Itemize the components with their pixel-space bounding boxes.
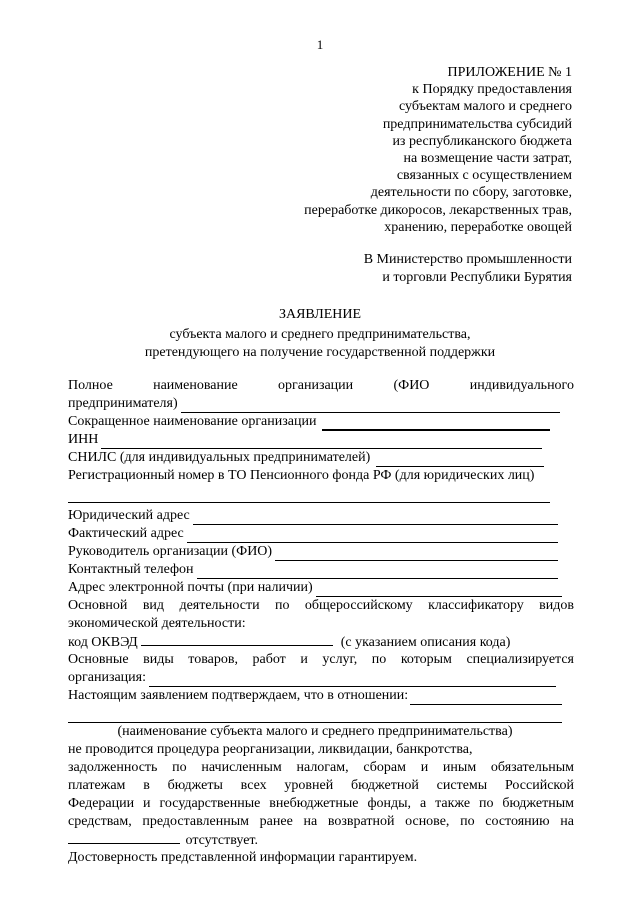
appendix-line: субъектам малого и среднего [399,99,572,115]
actual-address-label: Фактический адрес [68,526,184,541]
statement-text: не проводится процедура реорганизации, ликвидации, банкротства, [68,742,473,757]
legal-address-field[interactable] [193,512,558,525]
statement-text: платежам в бюджеты всех уровней бюджетной системы Российской [68,778,574,793]
statement-text: отсутствует. [185,833,258,848]
okved-code-label: код ОКВЭД [68,635,138,650]
statement-text: задолженность по начисленным налогам, сборам и иным обязательным [68,760,574,775]
goods-text: Основные виды товаров, работ и услуг, по которым специализируется [68,652,574,667]
legal-address-label: Юридический адрес [68,508,190,523]
head-row [68,543,558,561]
addressee-block [364,251,572,287]
full-name-cont-label: предпринимателя) [68,396,178,411]
subject-row [68,705,562,723]
date-row [68,831,574,849]
snils-field[interactable] [376,454,544,467]
legal-address-row [68,507,558,525]
addressee-line: и торговли Республики Бурятия [382,270,572,285]
goods-label: организация: [68,670,146,685]
snils-label: СНИЛС (для индивидуальных предпринимателей) [68,450,371,465]
application-form [68,377,574,867]
actual-address-row [68,525,558,543]
page-number: 1 [316,37,324,52]
okved-code-row [68,633,574,651]
short-name-row [68,413,550,431]
full-name-label: Полное наименование организации (ФИО индивидуального [68,378,574,393]
snils-row [68,449,544,467]
confirm-label: Настоящим заявлением подтверждаем, что в отношении: [68,688,409,703]
email-row [68,579,562,597]
appendix-line: на возмещение части затрат, [403,151,572,167]
email-field[interactable] [316,584,562,597]
confirm-row [68,687,562,705]
document-title [0,306,640,362]
phone-row [68,561,558,579]
appendix-header [304,64,572,236]
appendix-line: деятельности по сбору, заготовке, [370,185,572,201]
appendix-line: связанных с осуществлением [396,168,572,184]
statement-text: средствам, предоставленным ранее на возвратной основе, по состоянию на [68,814,574,829]
appendix-line: из республиканского бюджета [392,133,572,149]
inn-label: ИНН [68,432,99,447]
addressee-line: В Министерство промышленности [363,252,572,267]
goods-row [68,669,556,687]
date-field[interactable] [68,831,180,844]
phone-label: Контактный телефон [68,562,194,577]
title-subtitle: претендующего на получение государственной поддержки [144,345,496,360]
title-heading: ЗАЯВЛЕНИЕ [278,307,362,322]
inn-row [68,431,542,449]
appendix-line: ПРИЛОЖЕНИЕ № 1 [447,65,572,80]
full-name-field[interactable] [181,400,560,413]
subject-field-cont[interactable] [68,710,562,723]
reg-number-row [68,485,550,503]
okved-text: Основной вид деятельности по общероссийскому классификатору видов [68,598,574,613]
appendix-line: хранению, переработке овощей [384,219,572,235]
appendix-line: предпринимательства субсидий [382,116,572,132]
okved-text: экономической деятельности: [68,616,246,631]
subject-field[interactable] [410,692,562,705]
short-name-field[interactable] [322,417,550,431]
full-name-field-row [68,395,560,413]
short-name-label: Сокращенное наименование организации [68,414,317,429]
goods-field[interactable] [149,674,556,687]
email-label: Адрес электронной почты (при наличии) [68,580,313,595]
appendix-line: переработке дикоросов, лекарственных трав, [304,202,572,218]
actual-address-field[interactable] [187,530,558,543]
okved-note: (с указанием описания кода) [340,635,511,650]
inn-field[interactable] [101,436,542,449]
reg-number-field[interactable] [68,490,550,503]
reg-number-label: Регистрационный номер в ТО Пенсионного фонда РФ (для юридических лиц) [68,468,535,483]
head-label: Руководитель организации (ФИО) [68,544,273,559]
subject-caption: (наименование субъекта малого и среднего предпринимательства) [117,724,513,739]
phone-field[interactable] [197,566,558,579]
title-subtitle: субъекта малого и среднего предпринимательства, [169,327,471,342]
appendix-line: к Порядку предоставления [412,82,572,98]
okved-code-field[interactable] [141,633,333,646]
head-field[interactable] [275,548,558,561]
statement-text: Федерации и государственные внебюджетные фонды, а также по бюджетным [68,796,574,811]
guarantee-text: Достоверность представленной информации гарантируем. [68,850,418,865]
